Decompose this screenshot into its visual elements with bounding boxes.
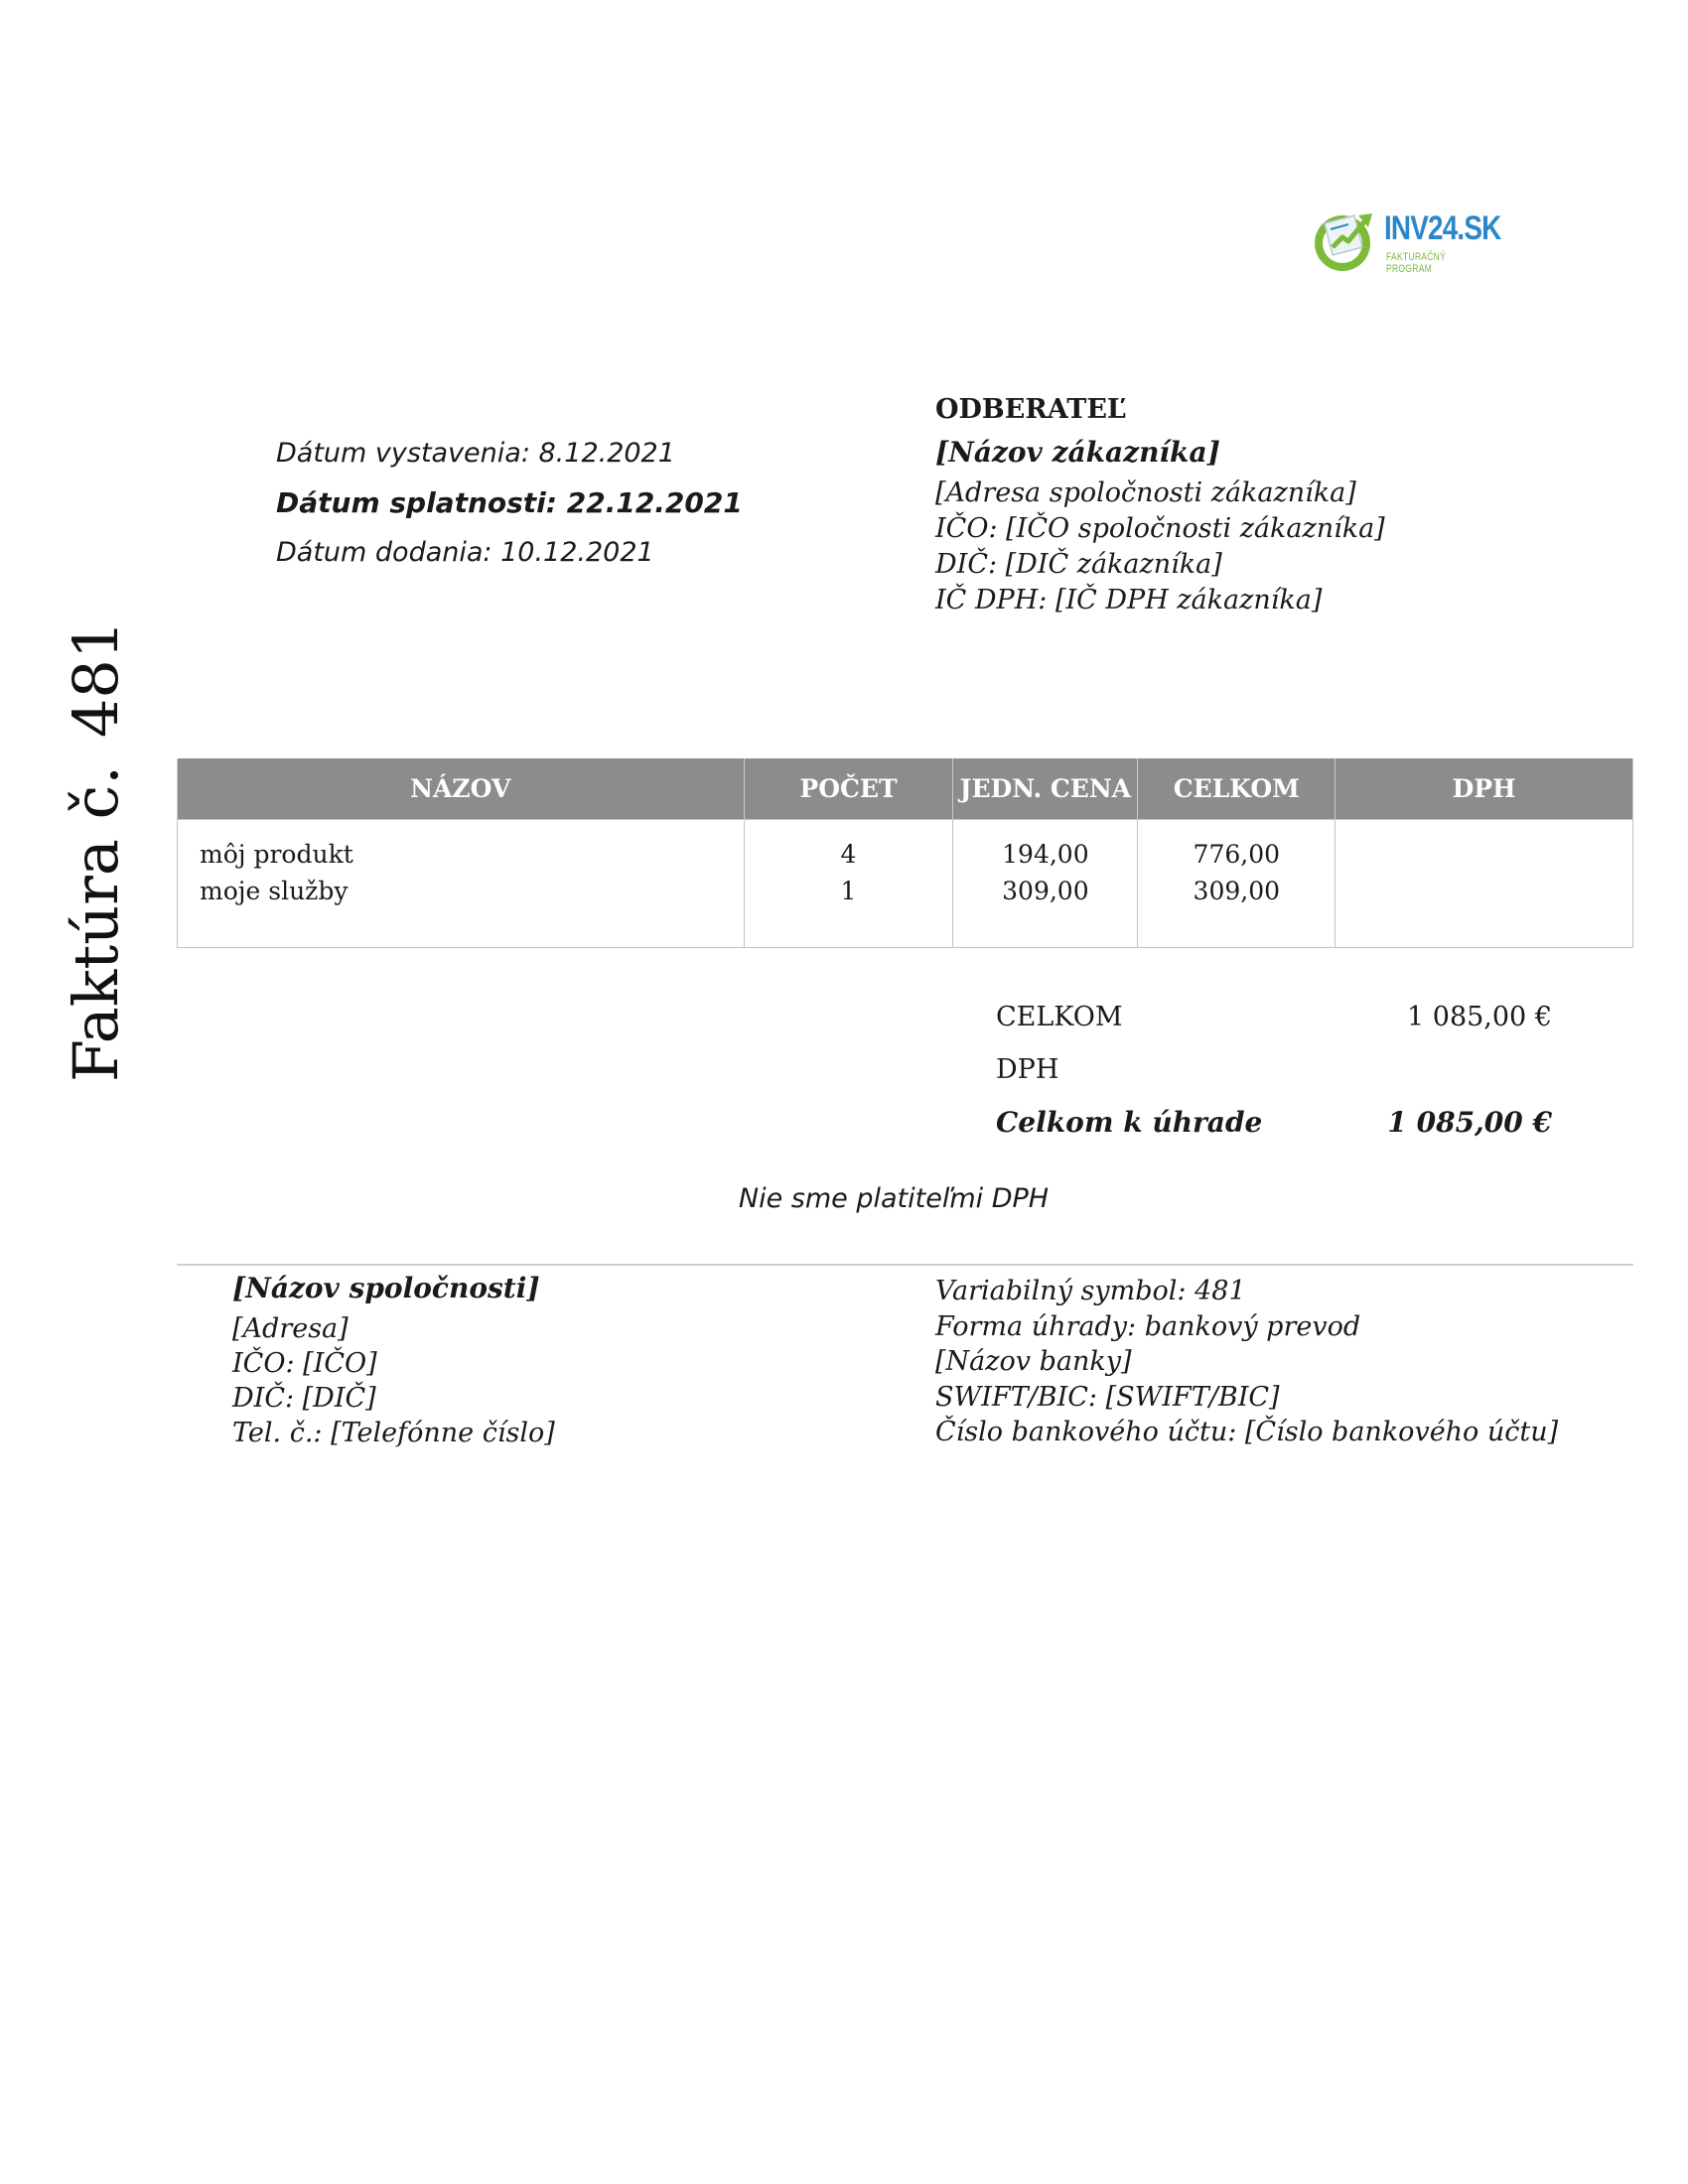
due-date: Dátum splatnosti: 22.12.2021	[276, 486, 743, 519]
supplier-ico: IČO: [IČO]	[232, 1348, 377, 1379]
issue-date: Dátum vystavenia: 8.12.2021	[276, 438, 675, 469]
item-quantity-cell	[744, 820, 953, 948]
customer-address: [Adresa spoločnosti zákazníka]	[935, 478, 1356, 508]
grand-total-label: Celkom k úhrade	[996, 1106, 1263, 1139]
total-label: CELKOM	[996, 1002, 1123, 1032]
supplier-name: [Názov spoločnosti]	[232, 1272, 540, 1304]
column-header-total: CELKOM	[1138, 758, 1336, 820]
item-total: 309,00	[1193, 877, 1281, 905]
grand-total-value: 1 085,00 €	[1387, 1106, 1552, 1139]
supplier-block	[232, 1266, 555, 1450]
column-header-unit-price: JEDN. CENA	[953, 758, 1138, 820]
total-row	[996, 998, 1552, 1050]
bank-account: Číslo bankového účtu: [Číslo bankového účtu]	[935, 1417, 1559, 1447]
item-name: moje služby	[200, 877, 349, 905]
item-quantity: 4	[840, 840, 857, 869]
invoice-number: 481	[60, 619, 132, 739]
vat-label: DPH	[996, 1054, 1059, 1085]
vat-row	[996, 1050, 1552, 1103]
payment-method: Forma úhrady: bankový prevod	[935, 1310, 1361, 1342]
items-table	[177, 758, 1633, 948]
supplier-dic: DIČ: [DIČ]	[232, 1383, 376, 1414]
supplier-address: [Adresa]	[232, 1313, 349, 1344]
table-row	[178, 820, 1633, 948]
supplier-phone: Tel. č.: [Telefónne číslo]	[232, 1418, 555, 1448]
invoice-title-label: Faktúra č.	[60, 765, 132, 1082]
logo-document-icon	[1309, 204, 1380, 275]
customer-ic-dph: IČ DPH: [IČ DPH zákazníka]	[935, 585, 1323, 615]
customer-dic: DIČ: [DIČ zákazníka]	[935, 549, 1222, 580]
item-quantity: 1	[840, 877, 857, 905]
column-header-quantity: POČET	[744, 758, 953, 820]
totals-block	[996, 998, 1552, 1156]
delivery-date: Dátum dodania: 10.12.2021	[276, 537, 654, 568]
grand-total-row	[996, 1103, 1552, 1156]
variable-symbol: Variabilný symbol: 481	[935, 1276, 1246, 1306]
customer-block	[935, 390, 1385, 618]
customer-name: [Názov zákazníka]	[935, 436, 1220, 469]
logo-tagline: FAKTURAČNÝ PROGRAM	[1386, 251, 1447, 275]
column-header-name: NÁZOV	[178, 758, 745, 820]
item-total-cell	[1138, 820, 1336, 948]
customer-heading: ODBERATEĽ	[935, 394, 1126, 425]
item-names-cell	[178, 820, 745, 948]
table-header-row	[178, 758, 1633, 820]
bank-name: [Názov banky]	[935, 1346, 1132, 1377]
invoice-dates	[276, 429, 743, 578]
logo-wordmark: INV24.SK	[1384, 209, 1501, 247]
item-unit-price: 194,00	[1002, 840, 1089, 869]
column-header-vat: DPH	[1336, 758, 1633, 820]
vat-note: Nie sme platiteľmi DPH	[738, 1183, 1050, 1214]
item-unit-price-cell	[953, 820, 1138, 948]
item-unit-price: 309,00	[1002, 877, 1089, 905]
invoice-title	[60, 620, 132, 1082]
customer-ico: IČO: [IČO spoločnosti zákazníka]	[935, 513, 1385, 544]
item-vat-cell	[1336, 820, 1633, 948]
item-total: 776,00	[1193, 840, 1281, 869]
total-value: 1 085,00 €	[1407, 1002, 1552, 1032]
payment-block	[935, 1274, 1558, 1450]
company-logo	[1309, 204, 1507, 275]
item-name: môj produkt	[200, 840, 353, 869]
swift-bic: SWIFT/BIC: [SWIFT/BIC]	[935, 1381, 1280, 1413]
